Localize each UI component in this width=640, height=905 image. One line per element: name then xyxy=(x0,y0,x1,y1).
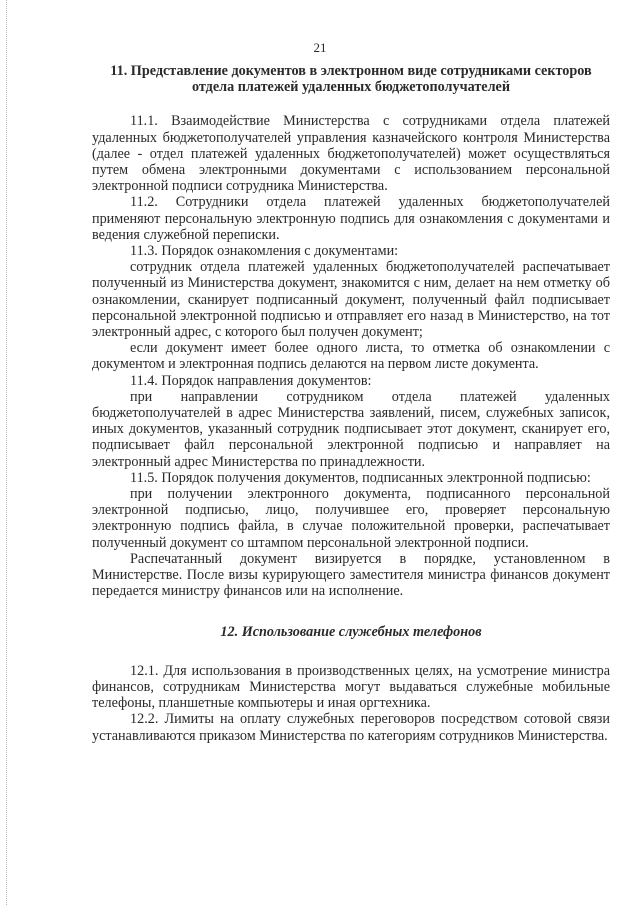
paragraph-11-3-item-1: сотрудник отдела платежей удаленных бюджетополучателей распечатывает полученный из Министерства документ, знакомится с ним, делает на нем отметку об ознакомлении, сканирует подписанный документ, полученный файл подписывает персональной электронной подписью и отправляет его назад в Министерство, на тот электронный адрес, с которого был получен документ; xyxy=(92,259,610,341)
binding-edge-line xyxy=(6,0,8,905)
paragraph-11-3: 11.3. Порядок ознакомления с документами: xyxy=(130,243,399,260)
paragraph-11-5-item-1: при получении электронного документа, подписанного персональной электронной подписью, лицо, получившее его, проверяет персональную электронную подпись файла, в случае положительной проверки, распечатывает полученный документ со штампом персональной электронной подписи. xyxy=(92,486,610,551)
page-content xyxy=(92,63,610,744)
paragraph-11-4: 11.4. Порядок направления документов: xyxy=(130,372,372,389)
paragraph-11-5: 11.5. Порядок получения документов, подписанных электронной подписью: xyxy=(130,469,591,486)
paragraph-11-4-item-1: при направлении сотрудником отдела платежей удаленных бюджетополучателей в адрес Министерства заявлений, писем, служебных записок, иных документов, указанный сотрудник подписывает этот документ, сканирует его, подписывает файл персональной электронной подписью и направляет на электронный адрес Министерства по принадлежности. xyxy=(92,388,610,470)
paragraph-12-1: 12.1. Для использования в производственных целях, на усмотрение министра финансов, сотрудникам Министерства могут выдаваться служебные мобильные телефоны, планшетные компьютеры и иная оргтехника. xyxy=(92,662,610,712)
paragraph-11-3-item-2: если документ имеет более одного листа, то отметка об ознакомлении с документом и электронная подпись делаются на первом листе документа. xyxy=(92,340,610,373)
paragraph-11-1: 11.1. Взаимодействие Министерства с сотрудниками отдела платежей удаленных бюджетополучателей управления казначейского контроля Министерства (далее - отдел платежей удаленных бюджетополучателей) может осуществляться путем обмена электронными документами с использованием персональной электронной подписи сотрудника Министерства. xyxy=(92,113,610,195)
page-number: 21 xyxy=(313,40,327,55)
section-11-heading: 11. Представление документов в электронном виде сотрудниками секторов отдела платежей удаленных бюджетополучателей xyxy=(110,63,592,96)
section-12-heading: 12. Использование служебных телефонов xyxy=(220,623,482,640)
paragraph-11-2: 11.2. Сотрудники отдела платежей удаленных бюджетополучателей применяют персональную электронную подпись для ознакомления с документами и ведения служебной переписки. xyxy=(92,194,610,243)
paragraph-12-2: 12.2. Лимиты на оплату служебных переговоров посредством сотовой связи устанавливаются приказом Министерства по категориям сотрудников Министерства. xyxy=(92,711,610,744)
paragraph-11-5-item-2: Распечатанный документ визируется в порядке, установленном в Министерстве. После визы курирующего заместителя министра финансов документ передается министру финансов или на исполнение. xyxy=(92,550,610,600)
